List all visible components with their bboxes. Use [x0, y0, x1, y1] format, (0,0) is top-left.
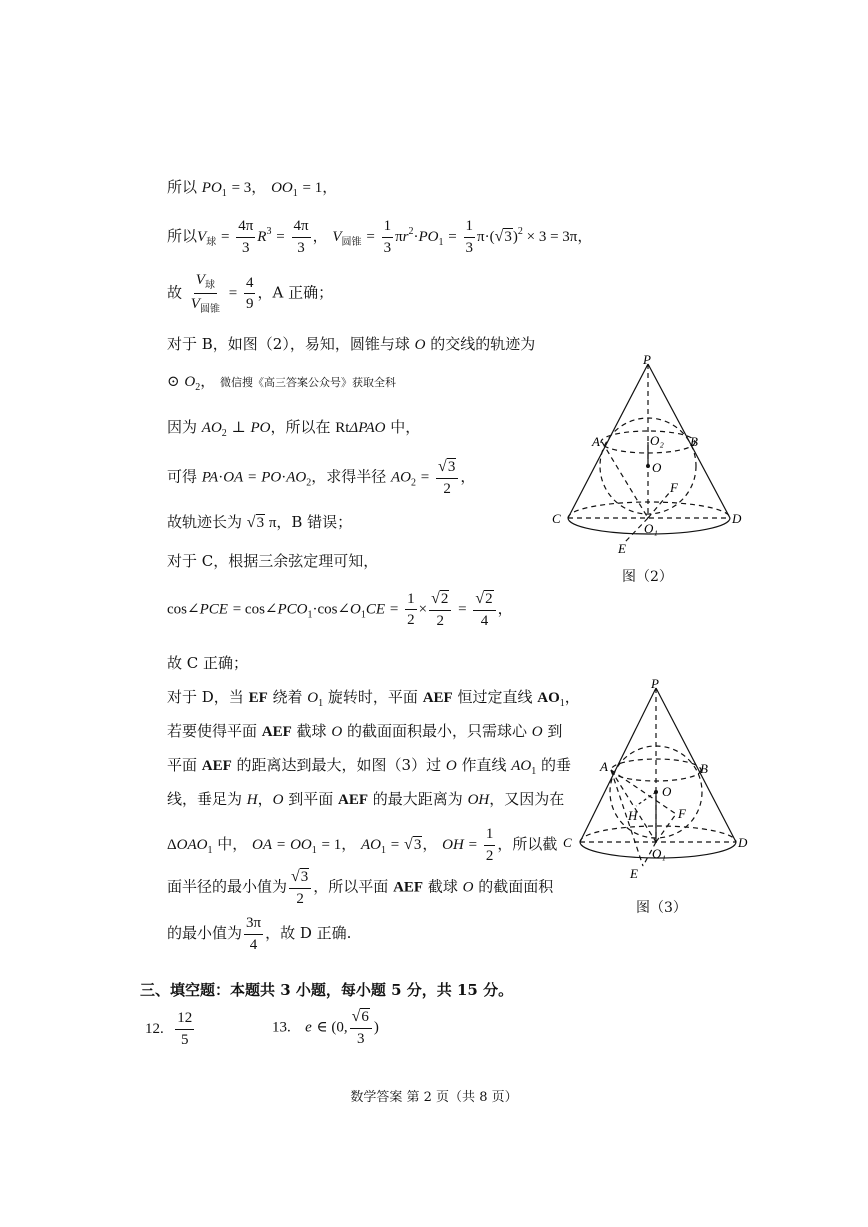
- text-line-13: 若要使得平面 AEF 截球 O 的截面面积最小，只需球心 O 到: [167, 722, 563, 740]
- fig2-label-O1: O₁: [644, 521, 658, 536]
- page-footer: 数学答案 第 2 页（共 8 页）: [350, 1090, 518, 1105]
- fig3-label-F: F: [678, 806, 686, 821]
- figure-3-caption: 图（3）: [636, 900, 687, 916]
- text-line-8: 故轨迹长为 √3 π，B 错误；: [167, 513, 353, 531]
- fig3-label-O: O: [662, 784, 672, 799]
- fig2-label-D: D: [732, 511, 742, 526]
- fig2-label-P: P: [643, 352, 651, 367]
- answer-12: 12. $\frac{12}{5}$: [145, 1010, 193, 1048]
- fig2-label-O2: O₂: [650, 433, 664, 448]
- fig3-label-B: B: [700, 761, 708, 776]
- fig3-label-E: E: [630, 866, 638, 881]
- text-line-14: 平面 AEF 的距离达到最大，如图（3）过 O 作直线 $AO_1$ 的垂: [167, 756, 572, 777]
- text-line-11: 故 C 正确；: [167, 654, 249, 672]
- text-line-10: cos∠PCE = $\cos\angle PCO_1\cdot\cos\angle O_1CE$ = $\frac{1}{2}$ × $\frac{√2}{2}$ = $\frac{√2}{4}$ ，: [167, 590, 513, 629]
- text-line-6: 因为 $AO_2$ ⊥ PO，所以在 RtΔPAO 中，: [167, 418, 421, 439]
- text-line-15: 线，垂足为 H，O 到平面 AEF 的最大距离为 OH，又因为在: [167, 790, 565, 808]
- fig3-label-D: D: [738, 835, 748, 850]
- fig2-label-E: E: [618, 541, 626, 556]
- text-line-2: 所以$V_球$ = $\frac{4\pi}{3}$ $R^3$ = $\frac{4\pi}{3}$ ， $V_{圆锥}$ = $\frac{1}{3}$ $\pi r^2\cdot PO_1$ = $\frac{1}{3}$ $\pi\cdot(√3)^2 \times 3 = 3\pi$，: [167, 218, 593, 256]
- fig2-label-F: F: [670, 480, 678, 495]
- fig3-label-O1: O₁: [652, 846, 666, 861]
- figure-2-caption: 图（2）: [622, 569, 673, 585]
- fig2-label-A: A: [592, 434, 600, 449]
- fig3-label-P: P: [651, 676, 659, 691]
- text-line-5: ⊙ $O_2$， 微信搜《高三答案公众号》获取全科: [167, 372, 396, 393]
- text-line-16: $\Delta OAO_1$ 中， OA = $OO_1 = 1$， $AO_1 = √3$， OH = $\frac{1}{2}$ ，所以截: [167, 826, 558, 864]
- figure-3-diagram: [558, 676, 758, 881]
- text-line-12: 对于 D，当 EF 绕着 $O_1$ 旋转时，平面 AEF 恒过定直线 $AO_1$，: [167, 688, 580, 709]
- section-heading: 三、填空题：本题共 3 小题，每小题 5 分，共 15 分。: [140, 981, 514, 999]
- text-line-3: 故 $\frac{V_球}{V_{圆锥}}$ = $\frac{4}{9}$ ，A 正确；: [167, 272, 334, 315]
- fig3-label-A: A: [600, 759, 608, 774]
- figure-2-diagram: [540, 352, 770, 562]
- text-line-7: 可得 $PA\cdot OA = PO\cdot AO_2$，求得半径 $AO_2$ = $\frac{√3}{2}$ ，: [167, 458, 476, 497]
- fig2-label-B: B: [690, 434, 698, 449]
- fig2-label-O: O: [652, 460, 662, 475]
- text-line-9: 对于 C，根据三余弦定理可知，: [167, 552, 379, 570]
- fig2-label-C: C: [552, 511, 561, 526]
- answer-13: 13. e ∈ (0, $\frac{√6}{3}$ ): [272, 1008, 379, 1047]
- text-line-17: 面半径的最小值为 $\frac{√3}{2}$ ，所以平面 AEF 截球 O 的截面面积: [167, 868, 554, 907]
- watermark-note: 微信搜《高三答案公众号》获取全科: [219, 376, 396, 389]
- text-line-4: 对于 B，如图（2），易知，圆锥与球 O 的交线的轨迹为: [167, 335, 536, 353]
- fig3-label-H: H: [628, 808, 638, 823]
- fig3-label-C: C: [563, 835, 572, 850]
- text-line-18: 的最小值为 $\frac{3\pi}{4}$ ，故 D 正确.: [167, 915, 352, 953]
- text-line-1: 所以 $PO_1 = 3$， $OO_1 = 1$，: [167, 178, 338, 199]
